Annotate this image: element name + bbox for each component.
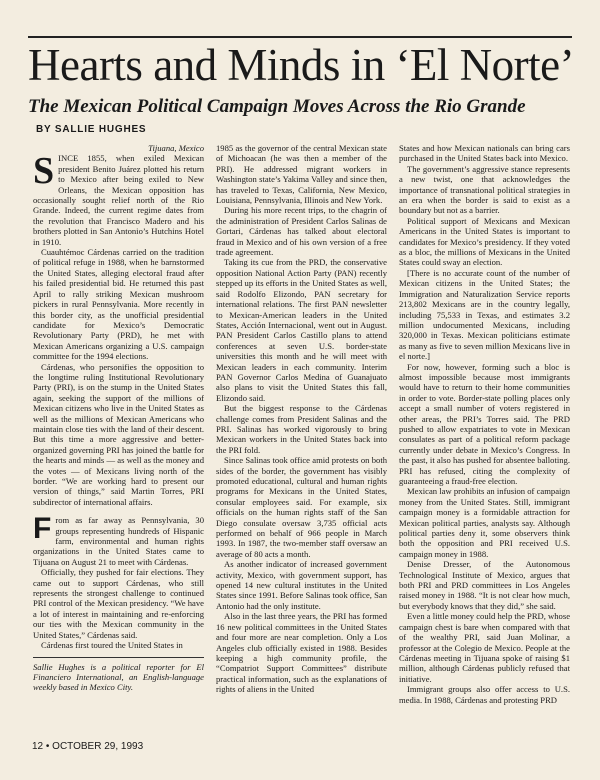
drop-cap: F — [33, 512, 52, 546]
paragraph: Political support of Mexicans and Mexican Americans in the United States is important to candidates for Mexico’s presidency. If they voted as a bloc, the millions of Mexicans in the United States could sway an election. — [399, 215, 570, 268]
paragraph: [There is no accurate count of the number of Mexican citizens in the United States; the Immigration and Naturalization Service reports 213,802 Mexicans are in the country legally, including 75,533 in Texas, and estimates 3.2 million undocumented Mexicans, including 320,000 in Texas. Mexican politicians estimate as many as five to seven million Mexicans live in el norte.] — [399, 267, 570, 362]
paragraph — [33, 512, 204, 567]
footnote-rule — [33, 657, 204, 658]
paragraph: Cárdenas first toured the United States in — [41, 640, 183, 651]
author-note: Sallie Hughes is a political reporter for El Financiero International, an English-language weekly based in Mexico City. — [33, 661, 204, 693]
paragraph: Denise Dresser, of the Autonomous Technological Institute of Mexico, argues that both PRI and PRD committees in Los Angeles raised money in 1988. “It is not clear how much, but everybody knows that they did,” she said. — [399, 559, 570, 611]
byline: BY SALLIE HUGHES — [36, 124, 147, 135]
paragraph: Cuauhtémoc Cárdenas carried on the tradition of political refuge in 1988, when he barnstormed the United States, alleging electoral fraud after his failed presidential bid. He returned this past April to rally striking Mexican mushroom pickers in rural Pennsylvania. More recently in this border city, as the unofficial presidential candidate for Mexico’s Democratic Revolutionary Party (PRD), he met with Mexican Americans organizing a U.S. campaign committee for the 1994 elections. — [33, 247, 204, 362]
paragraph: States and how Mexican nationals can bring cars purchased in the United States back into Mexico. — [399, 143, 570, 164]
paragraph: But the biggest response to the Cárdenas challenge comes from President Salinas and the PRI. Salinas has worked vigorously to bring Mexican workers in the United States back into the PRI fold. — [216, 403, 387, 455]
article-body — [33, 143, 571, 735]
dateline: Tijuana, Mexico — [148, 143, 204, 153]
paragraph: Cárdenas, who personifies the opposition to the longtime ruling Institutional Revolutionary Party (PRI), is on the stump in the United States again, seeking the support of the millions of Mexican citizens who live in the United States as well as the millions of Mexican Americans who maintain close ties with the land of their descent. But this time a more aggressive and better-organized governing PRI has joined the battle for the hearts and minds — as well as the money and the votes — of Mexicans living north of the border. “We are working hard to present our version of things,” said Martin Torres, PRI subdirector of international affairs. — [33, 361, 204, 507]
subhead: The Mexican Political Campaign Moves Across the Rio Grande — [28, 96, 526, 117]
column-1 — [33, 143, 204, 735]
paragraph: For now, however, forming such a bloc is almost impossible because most immigrants would have to return to their home communities in order to vote. Border-state polling places only accept a small number of voters registered in other areas, the PRI’s Torres said. The PRD pushed to allow expatriates to vote in Mexican consulates as part of a political reform package currently under debate in Mexico’s Congress. In the past, it also has pushed for absentee balloting. PRI has refused, citing the complexity of guaranteeing a fraud-free election. — [399, 361, 570, 486]
paragraph: Mexican law prohibits an infusion of campaign money from the United States. Still, immigrant campaign money is a formidable attraction for Mexican political parties, analysts say. Although political parties deny it, some observers think both the opposition and PRI received U.S. campaign money in 1988. — [399, 486, 570, 559]
column-3 — [399, 143, 570, 735]
paragraph: During his more recent trips, to the chagrin of the administration of President Carlos Salinas de Gortari, Cárdenas has talked about electoral fraud in Mexico and of his own version of a free trade agreement. — [216, 205, 387, 258]
paragraph: Even a little money could help the PRD, whose campaign chest is bare when compared with that of the wealthy PRI, said Juan Molinar, a professor at the Colegio de Mexico. People at the Cárdenas meeting in Tijuana spoke of raising $1 million, although Cárdenas publicly refused that initiative. — [399, 611, 570, 684]
headline: Hearts and Minds in ‘El Norte’ — [28, 40, 575, 90]
paragraph: Also in the last three years, the PRI has formed 16 new political committees in the United States and four more are near completion. Only a Los Angeles club officially existed in 1988. Besides keeping a high community profile, the “Compatriot Support Committees” distribute practical information, such as the explanations of rights of aliens in the United — [216, 611, 387, 695]
paragraph-text: INCE 1855, when exiled Mexican president Benito Juárez plotted his return to Mexico after being exiled to New Orleans, the Mexican opposition has occasionally sought relief north of the Rio Grande. Indeed, the current regime dates from the revolution that Francisco Madero and his brothers plotted in San Antonio’s Hutchins Hotel in 1910. — [33, 153, 204, 247]
paragraph: 1985 as the governor of the central Mexican state of Michoacan (he was then a member of the PRI). He addressed migrant workers in Washington state’s Yakima Valley and since then, has traveled to Texas, California, New Mexico, Louisiana, Pennsylvania, Illinois and New York. — [216, 143, 387, 206]
paragraph: Taking its cue from the PRD, the conservative opposition National Action Party (PAN) recently stepped up its efforts in the United States as well, said Rodolfo Elizondo, PAN secretary for international relations. The first PAN newsletter to Mexican-American leaders in the United States, Acción Internacional, went out in August. PAN President Carlos Castillo plans to attend conferences at seven U.S. border-state universities this month and he will meet with Mexican leaders in each community. Interim PAN Governor Carlos Medina of Guanajuato also plans to visit the United States this fall, Elizondo said. — [216, 257, 387, 403]
paragraph — [33, 150, 204, 247]
paragraph-text: rom as far away as Pennsylvania, 30 groups representing hundreds of Hispanic farm, environmental and human rights organizations in the United States came to Tijuana on August 21 to meet with Cárdenas. — [33, 515, 204, 567]
column-2 — [216, 143, 387, 735]
paragraph: The government’s aggressive stance represents a new twist, one that acknowledges the importance of transnational political strategies in an era when the border is said to exist as a boundary but not as a barrier. — [399, 163, 570, 216]
paragraph: Since Salinas took office amid protests on both sides of the border, the government has visibly promoted educational, cultural and human rights programs for Mexicans in the United States, consular employees said. For example, six officials on the human rights staff of the San Diego consulate oversaw 3,735 official acts performed on behalf of 966 people in March 1993. In 1987, the two-member staff oversaw an average of 80 acts a month. — [216, 455, 387, 559]
paragraph: Immigrant groups also offer access to U.S. media. In 1988, Cárdenas and protesting PRD — [399, 684, 570, 705]
drop-cap: S — [33, 150, 55, 193]
page-folio: 12 • OCTOBER 29, 1993 — [32, 741, 144, 752]
paragraph: As another indicator of increased government activity, Mexico, with government support, has opened 14 new cultural institutes in the United States since 1991. Before Salinas took office, San Antonio had the only institute. — [216, 559, 387, 611]
paragraph: Officially, they pushed for fair elections. They came out to support Cárdenas, who still represents the strongest challenge to continued PRI control of the Mexican presidency. “We have a lot of interest in maintaining and re-enforcing our ties with the Mexican community in the United States,” Cárdenas said. — [33, 567, 204, 640]
